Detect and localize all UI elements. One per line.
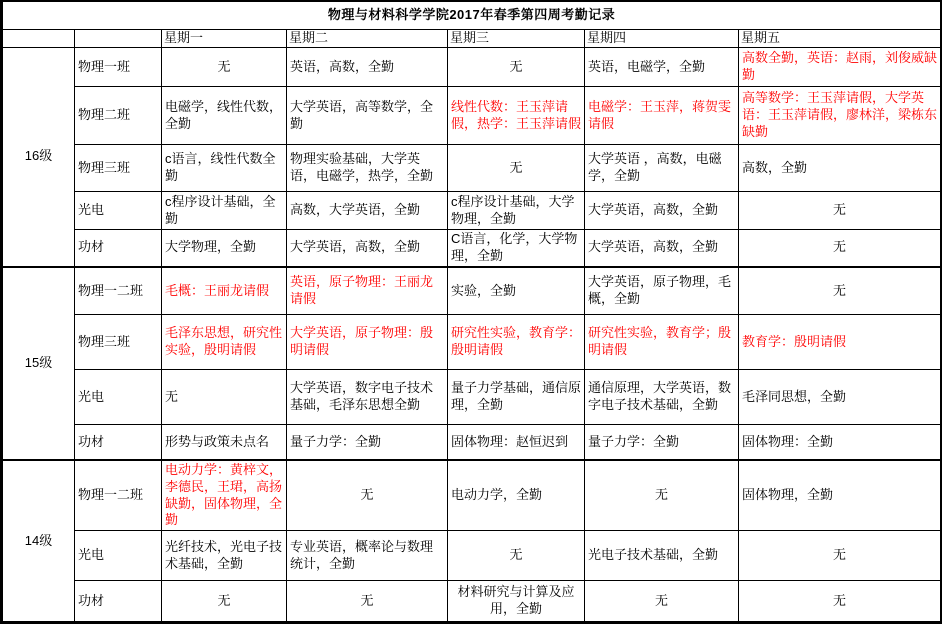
attendance-cell: 高等数学：王玉萍请假，大学英语：王玉萍请假，廖林洋，梁栋东缺勤 bbox=[739, 87, 941, 145]
class-cell: 物理一班 bbox=[75, 48, 162, 87]
table-row bbox=[3, 267, 941, 315]
attendance-cell: 光电子技术基础，全勤 bbox=[585, 531, 739, 581]
attendance-cell: 固体物理：赵恒迟到 bbox=[448, 425, 585, 460]
attendance-cell: 电动力学：黄梓文，李德民，王珺，高扬缺勤，固体物理，全勤 bbox=[162, 460, 287, 531]
grade-cell-15: 15级 bbox=[3, 267, 75, 460]
attendance-cell: 量子力学：全勤 bbox=[585, 425, 739, 460]
attendance-cell: 形势与政策未点名 bbox=[162, 425, 287, 460]
attendance-cell: 无 bbox=[585, 581, 739, 622]
attendance-cell: c程序设计基础，全勤 bbox=[162, 192, 287, 230]
page-title: 物理与材料科学学院2017年春季第四周考勤记录 bbox=[3, 2, 941, 30]
attendance-cell: 研究性实验，教育学；殷明请假 bbox=[585, 315, 739, 370]
grade-cell-16: 16级 bbox=[3, 48, 75, 267]
attendance-cell: 光纤技术，光电子技术基础，全勤 bbox=[162, 531, 287, 581]
grade-cell-14: 14级 bbox=[3, 460, 75, 622]
attendance-cell: 大学物理，全勤 bbox=[162, 230, 287, 267]
attendance-cell: 教育学：殷明请假 bbox=[739, 315, 941, 370]
attendance-cell: 高数，大学英语，全勤 bbox=[287, 192, 448, 230]
attendance-cell: 无 bbox=[739, 267, 941, 315]
attendance-cell: 大学英语 ，高数，电磁学，全勤 bbox=[585, 145, 739, 192]
day-header-friday: 星期五 bbox=[739, 30, 941, 48]
attendance-cell: 线性代数：王玉萍请假，热学：王玉萍请假 bbox=[448, 87, 585, 145]
attendance-cell: c程序设计基础，大学物理，全勤 bbox=[448, 192, 585, 230]
attendance-cell: 研究性实验，教育学：殷明请假 bbox=[448, 315, 585, 370]
class-cell: 功材 bbox=[75, 425, 162, 460]
table-row bbox=[3, 192, 941, 230]
class-cell: 物理三班 bbox=[75, 315, 162, 370]
day-header-thursday: 星期四 bbox=[585, 30, 739, 48]
attendance-cell: 英语，高数，全勤 bbox=[287, 48, 448, 87]
attendance-cell: 大学英语，高数，全勤 bbox=[287, 230, 448, 267]
table-row bbox=[3, 87, 941, 145]
class-cell: 光电 bbox=[75, 531, 162, 581]
class-cell: 物理二班 bbox=[75, 87, 162, 145]
attendance-cell: 材料研究与计算及应用，全勤 bbox=[448, 581, 585, 622]
class-cell: 光电 bbox=[75, 370, 162, 425]
attendance-cell: 大学英语，原子物理：殷明请假 bbox=[287, 315, 448, 370]
attendance-cell: 无 bbox=[739, 531, 941, 581]
attendance-cell: 固体物理：全勤 bbox=[739, 425, 941, 460]
attendance-cell: c语言，线性代数全勤 bbox=[162, 145, 287, 192]
table-row bbox=[3, 48, 941, 87]
attendance-cell: 英语，原子物理：王丽龙请假 bbox=[287, 267, 448, 315]
class-cell: 物理一二班 bbox=[75, 267, 162, 315]
attendance-cell: 毛泽同思想，全勤 bbox=[739, 370, 941, 425]
attendance-cell: C语言，化学，大学物理，全勤 bbox=[448, 230, 585, 267]
day-header-monday: 星期一 bbox=[162, 30, 287, 48]
table-row bbox=[3, 460, 941, 531]
day-header-wednesday: 星期三 bbox=[448, 30, 585, 48]
table-row bbox=[3, 370, 941, 425]
class-cell: 物理三班 bbox=[75, 145, 162, 192]
attendance-cell: 实验，全勤 bbox=[448, 267, 585, 315]
attendance-cell: 量子力学：全勤 bbox=[287, 425, 448, 460]
attendance-cell: 物理实验基础，大学英语，电磁学，热学，全勤 bbox=[287, 145, 448, 192]
attendance-cell: 大学英语，高数，全勤 bbox=[585, 192, 739, 230]
class-cell: 功材 bbox=[75, 230, 162, 267]
table-row bbox=[3, 145, 941, 192]
table-row bbox=[3, 531, 941, 581]
table-row bbox=[3, 581, 941, 622]
attendance-cell: 无 bbox=[585, 460, 739, 531]
attendance-cell: 无 bbox=[448, 531, 585, 581]
class-header-blank bbox=[75, 30, 162, 48]
attendance-cell: 无 bbox=[739, 581, 941, 622]
attendance-cell: 无 bbox=[448, 145, 585, 192]
attendance-table bbox=[2, 1, 941, 622]
attendance-cell: 大学英语，原子物理，毛概，全勤 bbox=[585, 267, 739, 315]
attendance-cell: 大学英语，高等数学，全勤 bbox=[287, 87, 448, 145]
attendance-cell: 无 bbox=[287, 581, 448, 622]
attendance-cell: 通信原理，大学英语，数字电子技术基础，全勤 bbox=[585, 370, 739, 425]
attendance-cell: 无 bbox=[162, 48, 287, 87]
grade-header-blank bbox=[3, 30, 75, 48]
attendance-cell: 高数全勤，英语：赵雨，刘俊威缺勤 bbox=[739, 48, 941, 87]
table-row bbox=[3, 315, 941, 370]
attendance-cell: 电磁学：王玉萍，蒋贺雯请假 bbox=[585, 87, 739, 145]
attendance-cell: 毛泽东思想，研究性实验，殷明请假 bbox=[162, 315, 287, 370]
attendance-cell: 电磁学，线性代数，全勤 bbox=[162, 87, 287, 145]
attendance-cell: 专业英语，概率论与数理统计，全勤 bbox=[287, 531, 448, 581]
attendance-cell: 量子力学基础，通信原理，全勤 bbox=[448, 370, 585, 425]
attendance-cell: 毛概：王丽龙请假 bbox=[162, 267, 287, 315]
class-cell: 功材 bbox=[75, 581, 162, 622]
attendance-cell: 无 bbox=[287, 460, 448, 531]
attendance-cell: 无 bbox=[448, 48, 585, 87]
attendance-cell: 英语，电磁学，全勤 bbox=[585, 48, 739, 87]
attendance-cell: 大学英语，高数，全勤 bbox=[585, 230, 739, 267]
attendance-cell: 无 bbox=[162, 581, 287, 622]
day-header-tuesday: 星期二 bbox=[287, 30, 448, 48]
attendance-cell: 无 bbox=[739, 192, 941, 230]
attendance-cell: 固体物理，全勤 bbox=[739, 460, 941, 531]
attendance-cell: 高数，全勤 bbox=[739, 145, 941, 192]
table-row bbox=[3, 230, 941, 267]
class-cell: 物理一二班 bbox=[75, 460, 162, 531]
class-cell: 光电 bbox=[75, 192, 162, 230]
table-row bbox=[3, 425, 941, 460]
attendance-cell: 无 bbox=[739, 230, 941, 267]
attendance-cell: 电动力学，全勤 bbox=[448, 460, 585, 531]
attendance-cell: 大学英语，数字电子技术基础，毛泽东思想全勤 bbox=[287, 370, 448, 425]
attendance-cell: 无 bbox=[162, 370, 287, 425]
